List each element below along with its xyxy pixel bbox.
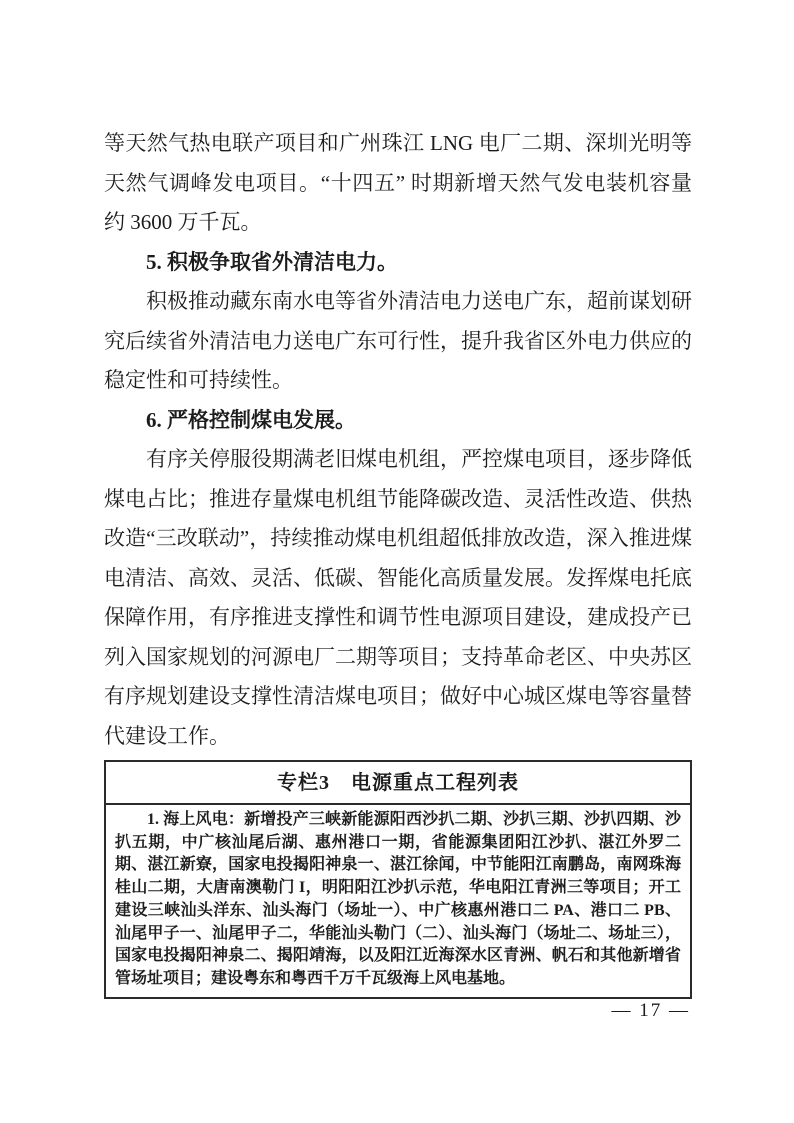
heading-section-6-coal-power: 6. 严格控制煤电发展。: [146, 407, 356, 432]
paragraph-section-5-body: 积极推动藏东南水电等省外清洁电力送电广东，超前谋划研究后续省外清洁电力送电广东可行性，提升我省区外电力供应的稳定性和可持续性。: [104, 289, 692, 392]
heading-section-5-clean-power: 5. 积极争取省外清洁电力。: [146, 249, 398, 274]
paragraph-gas-power-continuation: 等天然气热电联产项目和广州珠江 LNG 电厂二期、深圳光明等天然气调峰发电项目。“十四五” 时期新增天然气发电装机容量约 3600 万千瓦。: [104, 131, 692, 234]
callout-box-body-offshore-wind: 1. 海上风电：新增投产三峡新能源阳西沙扒二期、沙扒三期、沙扒四期、沙扒五期，中广核汕尾后湖、惠州港口一期，省能源集团阳江沙扒、湛江外罗二期、湛江新寮，国家电投揭阳神泉一、湛江徐闻，中节能阳江南鹏岛，南网珠海桂山二期，大唐南澳勒门 I，明阳阳江沙扒示范，华电阳江青洲三等项目；开工建设三峡汕头洋东、汕头海门（场址一）、中广核惠州港口二 PA、港口二 PB、汕尾甲子一、汕尾甲子二，华能汕头勒门（二）、汕头海门（场址二、场址三），国家电投揭阳神泉二、揭阳靖海，以及阳江近海深水区青洲、帆石和其他新增省管场址项目；建设粤东和粤西千万千瓦级海上风电基地。: [115, 811, 681, 987]
callout-box-title: 专栏3 电源重点工程列表: [106, 762, 690, 805]
page-number: — 17 —: [611, 1000, 690, 1021]
page-content: [104, 124, 692, 999]
paragraph-section-6-body: 有序关停服役期满老旧煤电机组，严控煤电项目，逐步降低煤电占比；推进存量煤电机组节能降碳改造、灵活性改造、供热改造“三改联动”，持续推动煤电机组超低排放改造，深入推进煤电清洁、高效、灵活、低碳、智能化高质量发展。发挥煤电托底保障作用，有序推进支撑性和调节性电源项目建设，建成投产已列入国家规划的河源电厂二期等项目；支持革命老区、中央苏区有序规划建设支撑性清洁煤电项目；做好中心城区煤电等容量替代建设工作。: [104, 447, 692, 748]
callout-box-column-3: [104, 760, 692, 999]
